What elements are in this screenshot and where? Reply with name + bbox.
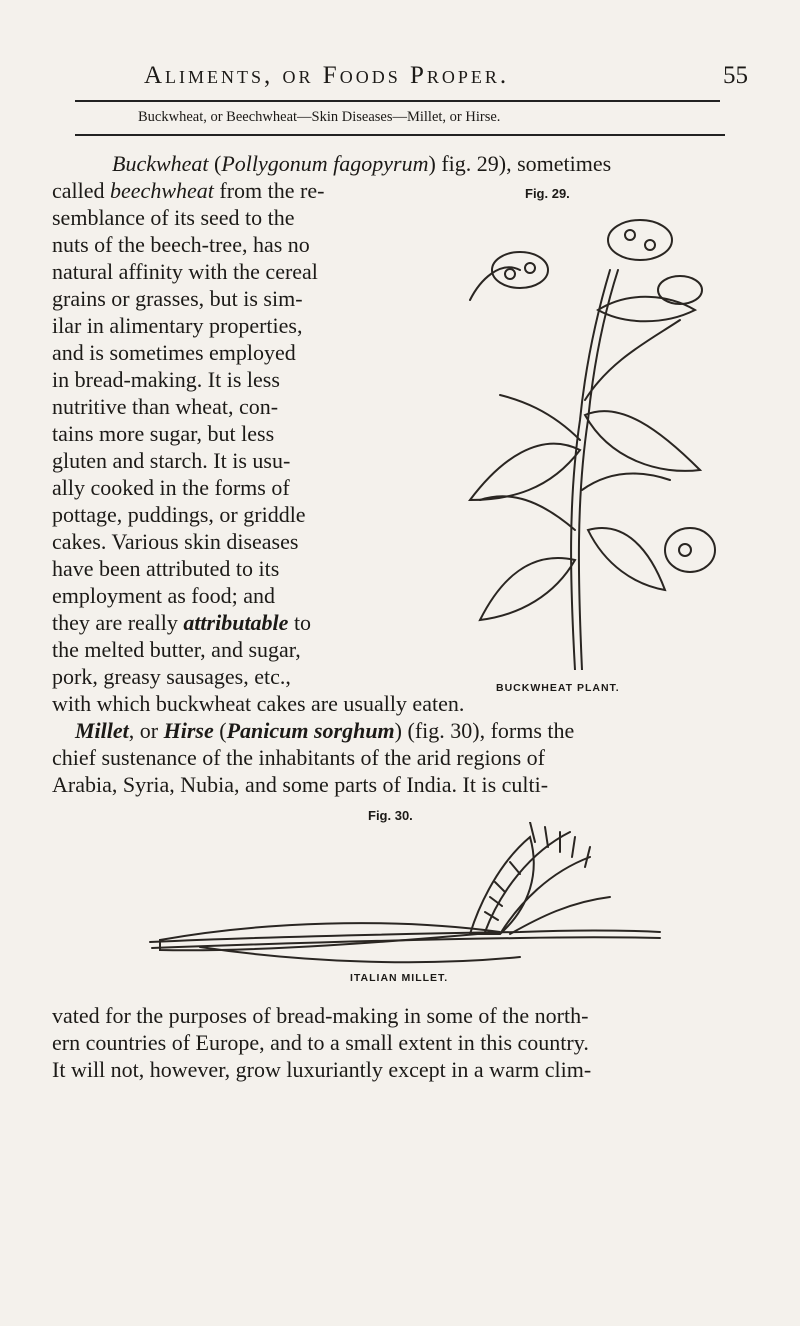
text-line: ally cooked in the forms of: [52, 475, 290, 500]
text-line: grains or grasses, but is sim-: [52, 286, 303, 311]
text-line: pork, greasy sausages, etc.,: [52, 664, 291, 689]
text-line: have been attributed to its: [52, 556, 280, 581]
text-line: ilar in alimentary properties,: [52, 313, 303, 338]
text-span: they are really: [52, 610, 184, 635]
text-line: ern countries of Europe, and to a small extent in this country.: [52, 1030, 589, 1055]
text-line: vated for the purposes of bread-making in some of the north-: [52, 1003, 589, 1028]
term-beechwheat: beechwheat: [110, 178, 214, 203]
text-line: nuts of the beech-tree, has no: [52, 232, 310, 257]
term-hirse: Hirse: [163, 718, 214, 743]
figure-30-label: Fig. 30.: [368, 808, 413, 823]
figure-29-label: Fig. 29.: [525, 186, 570, 201]
text-line: chief sustenance of the inhabitants of the arid regions of: [52, 745, 546, 770]
running-head-title: Aliments, or Foods Proper.: [144, 62, 510, 89]
emphasis-attributable: attributable: [183, 610, 289, 635]
text-span: ) (fig. 30), forms the: [394, 718, 575, 743]
text-line: cakes. Various skin diseases: [52, 529, 299, 554]
figure-29-caption: BUCKWHEAT PLANT.: [496, 682, 620, 694]
buckwheat-plant-illustration: [410, 200, 730, 670]
text-line: Arabia, Syria, Nubia, and some parts of India. It is culti-: [52, 772, 549, 797]
text-line: natural affinity with the cereal: [52, 259, 318, 284]
figure-30-caption: ITALIAN MILLET.: [350, 972, 449, 984]
text-line: [75, 717, 574, 744]
text-line: the melted butter, and sugar,: [52, 637, 301, 662]
text-line: [112, 150, 611, 177]
text-line: [52, 609, 311, 636]
section-subhead: Buckwheat, or Beechwheat—Skin Diseases—Millet, or Hirse.: [138, 109, 501, 125]
text-line: tains more sugar, but less: [52, 421, 275, 446]
text-span: called: [52, 178, 111, 203]
text-span: ) fig. 29), sometimes: [428, 151, 612, 176]
text-line: nutritive than wheat, con-: [52, 394, 279, 419]
page-number: 55: [723, 62, 748, 89]
header-rule: [75, 100, 720, 102]
term-millet: Millet: [75, 718, 129, 743]
text-span: , or: [128, 718, 164, 743]
text-line: semblance of its seed to the: [52, 205, 295, 230]
text-line: employment as food; and: [52, 583, 276, 608]
text-span: (: [213, 718, 227, 743]
text-line: with which buckwheat cakes are usually eaten.: [52, 691, 465, 716]
text-line: It will not, however, grow luxuriantly except in a warm clim-: [52, 1057, 592, 1082]
term-latin: Pollygonum fagopyrum: [221, 151, 429, 176]
text-line: pottage, puddings, or griddle: [52, 502, 306, 527]
text-line: gluten and starch. It is usu-: [52, 448, 291, 473]
text-span: from the re-: [213, 178, 325, 203]
text-span: to: [288, 610, 312, 635]
text-line: in bread-making. It is less: [52, 367, 280, 392]
subhead-rule: [75, 134, 725, 136]
term-latin: Panicum sorghum: [226, 718, 395, 743]
italian-millet-illustration: [140, 822, 670, 972]
text-span: (: [208, 151, 222, 176]
term-buckwheat: Buckwheat: [112, 151, 209, 176]
text-line: and is sometimes employed: [52, 340, 296, 365]
text-line: [52, 177, 324, 204]
